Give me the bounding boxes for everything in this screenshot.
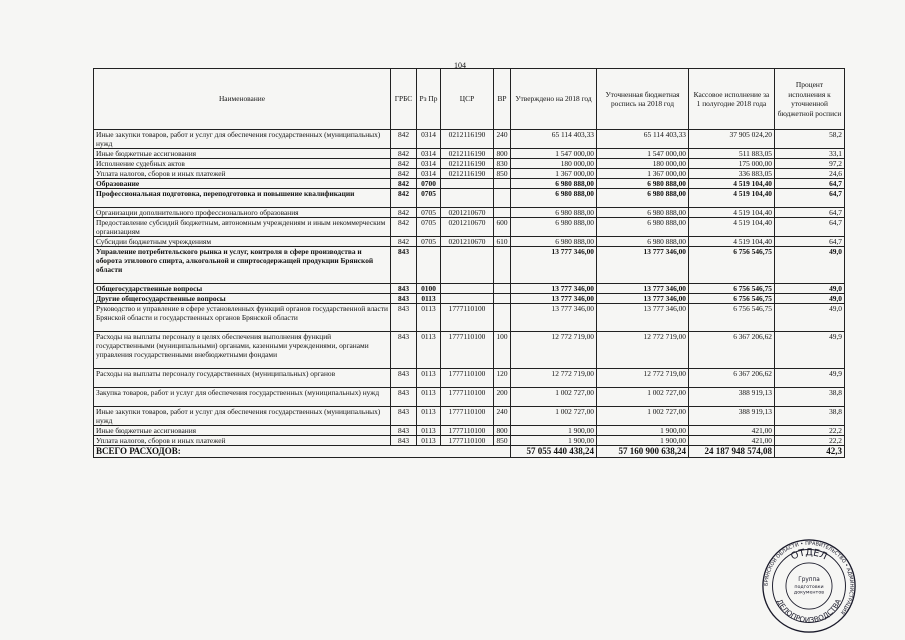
total-row (94, 446, 845, 458)
row-approved: 6 980 888,00 (511, 189, 597, 208)
row-cash: 388 919,13 (689, 407, 775, 426)
row-csr: 1777110100 (441, 436, 494, 446)
page-number: 104 (454, 61, 466, 70)
row-name: Образование (94, 179, 391, 189)
table-row (94, 189, 845, 208)
table-row (94, 247, 845, 284)
row-percent: 64,7 (775, 208, 845, 218)
row-grbs: 843 (391, 284, 417, 294)
row-revised: 6 980 888,00 (597, 208, 689, 218)
row-vr: 100 (494, 332, 511, 369)
row-cash: 6 756 546,75 (689, 294, 775, 304)
table-row (94, 369, 845, 388)
table-row (94, 169, 845, 179)
row-approved: 1 002 727,00 (511, 407, 597, 426)
row-approved: 1 002 727,00 (511, 388, 597, 407)
row-rzpr: 0314 (417, 169, 441, 179)
row-csr: 1777110100 (441, 369, 494, 388)
row-cash: 175 000,00 (689, 159, 775, 169)
row-revised: 6 980 888,00 (597, 218, 689, 237)
row-approved: 180 000,00 (511, 159, 597, 169)
row-csr: 0212116190 (441, 149, 494, 159)
row-revised: 1 367 000,00 (597, 169, 689, 179)
table-row (94, 388, 845, 407)
total-percent: 42,3 (775, 446, 845, 458)
row-percent: 64,7 (775, 179, 845, 189)
row-grbs: 842 (391, 208, 417, 218)
row-approved: 6 980 888,00 (511, 218, 597, 237)
row-percent: 22,2 (775, 426, 845, 436)
header-approved: Утверждено на 2018 год (511, 69, 597, 130)
row-rzpr: 0100 (417, 284, 441, 294)
table-row (94, 218, 845, 237)
row-vr: 120 (494, 369, 511, 388)
row-approved: 13 777 346,00 (511, 284, 597, 294)
row-csr: 0212116190 (441, 159, 494, 169)
stamp-center-line-1: Группа (798, 577, 820, 584)
row-vr (494, 304, 511, 332)
row-grbs: 842 (391, 189, 417, 208)
row-grbs: 843 (391, 247, 417, 284)
row-revised: 6 980 888,00 (597, 237, 689, 247)
row-cash: 4 519 104,40 (689, 179, 775, 189)
row-rzpr: 0705 (417, 237, 441, 247)
stamp-center-line-2: подготовки (794, 584, 824, 590)
row-csr: 1777110100 (441, 304, 494, 332)
row-rzpr: 0700 (417, 179, 441, 189)
row-name: Общегосударственные вопросы (94, 284, 391, 294)
budget-table (93, 68, 845, 458)
row-rzpr: 0113 (417, 294, 441, 304)
row-grbs: 843 (391, 436, 417, 446)
row-cash: 4 519 104,40 (689, 189, 775, 208)
row-name: Расходы на выплаты персоналу в целях обеспечения выполнения функций государственными (муниципальными) органами, казенными учреждениями, органами управления государственными внебюджетными фондами (94, 332, 391, 369)
row-csr: 0212116190 (441, 130, 494, 149)
row-cash: 6 367 206,62 (689, 332, 775, 369)
row-name: Другие общегосударственные вопросы (94, 294, 391, 304)
row-csr: 0212116190 (441, 169, 494, 179)
row-csr (441, 179, 494, 189)
row-csr (441, 247, 494, 284)
row-name: Иные закупки товаров, работ и услуг для обеспечения государственных (муниципальных) нужд (94, 407, 391, 426)
row-percent: 64,7 (775, 237, 845, 247)
row-name: Профессиональная подготовка, переподготовка и повышение квалификации (94, 189, 391, 208)
row-cash: 336 883,05 (689, 169, 775, 179)
row-vr (494, 179, 511, 189)
row-cash: 388 919,13 (689, 388, 775, 407)
row-percent: 49,0 (775, 247, 845, 284)
row-name: Иные бюджетные ассигнования (94, 149, 391, 159)
row-vr (494, 284, 511, 294)
stamp-outer-text: БРЯНСКОЙ ОБЛАСТИ • ПРАВИТЕЛЬСТВО • АДМИНИСТРАЦИЯ (763, 540, 855, 616)
row-percent: 38,8 (775, 407, 845, 426)
row-cash: 421,00 (689, 426, 775, 436)
row-rzpr: 0113 (417, 407, 441, 426)
table-row (94, 208, 845, 218)
row-percent: 64,7 (775, 218, 845, 237)
row-name: Расходы на выплаты персоналу государственных (муниципальных) органов (94, 369, 391, 388)
row-rzpr: 0705 (417, 208, 441, 218)
row-vr (494, 189, 511, 208)
row-name: Организации дополнительного профессионального образования (94, 208, 391, 218)
row-approved: 1 547 000,00 (511, 149, 597, 159)
stamp-ring-bottom: ДЕЛОПРОИЗВОДСТВА (774, 597, 843, 625)
row-percent: 22,2 (775, 436, 845, 446)
row-revised: 6 980 888,00 (597, 179, 689, 189)
row-grbs: 842 (391, 179, 417, 189)
department-stamp (761, 538, 857, 634)
row-cash: 6 756 546,75 (689, 304, 775, 332)
table-row (94, 294, 845, 304)
row-vr (494, 208, 511, 218)
table-row (94, 304, 845, 332)
row-name: Закупка товаров, работ и услуг для обеспечения государственных (муниципальных) нужд (94, 388, 391, 407)
row-name: Иные бюджетные ассигнования (94, 426, 391, 436)
row-vr: 240 (494, 130, 511, 149)
row-approved: 1 900,00 (511, 426, 597, 436)
row-vr: 800 (494, 426, 511, 436)
row-percent: 33,1 (775, 149, 845, 159)
row-cash: 4 519 104,40 (689, 218, 775, 237)
row-cash: 421,00 (689, 436, 775, 446)
row-vr: 850 (494, 169, 511, 179)
row-grbs: 843 (391, 304, 417, 332)
table-body (94, 130, 845, 458)
header-name: Наименование (94, 69, 391, 130)
header-grbs: ГРБС (391, 69, 417, 130)
row-revised: 65 114 403,33 (597, 130, 689, 149)
row-cash: 4 519 104,40 (689, 237, 775, 247)
row-percent: 64,7 (775, 189, 845, 208)
table-row (94, 332, 845, 369)
row-revised: 12 772 719,00 (597, 332, 689, 369)
row-grbs: 842 (391, 169, 417, 179)
row-grbs: 843 (391, 369, 417, 388)
row-rzpr: 0113 (417, 332, 441, 369)
row-csr (441, 284, 494, 294)
row-csr: 1777110100 (441, 332, 494, 369)
row-revised: 180 000,00 (597, 159, 689, 169)
total-approved: 57 055 440 438,24 (511, 446, 597, 458)
row-cash: 6 756 546,75 (689, 247, 775, 284)
row-grbs: 843 (391, 332, 417, 369)
row-grbs: 843 (391, 294, 417, 304)
row-vr: 850 (494, 436, 511, 446)
row-revised: 12 772 719,00 (597, 369, 689, 388)
row-csr: 1777110100 (441, 388, 494, 407)
row-revised: 6 980 888,00 (597, 189, 689, 208)
row-name: Субсидии бюджетным учреждениям (94, 237, 391, 247)
row-revised: 13 777 346,00 (597, 284, 689, 294)
row-csr: 1777110100 (441, 407, 494, 426)
row-rzpr: 0314 (417, 149, 441, 159)
row-rzpr: 0113 (417, 426, 441, 436)
row-percent: 97,2 (775, 159, 845, 169)
row-revised: 13 777 346,00 (597, 304, 689, 332)
table-row (94, 130, 845, 149)
row-csr: 1777110100 (441, 426, 494, 436)
row-revised: 13 777 346,00 (597, 247, 689, 284)
row-approved: 1 900,00 (511, 436, 597, 446)
row-rzpr: 0705 (417, 218, 441, 237)
row-cash: 4 519 104,40 (689, 208, 775, 218)
row-rzpr: 0113 (417, 436, 441, 446)
row-csr: 0201210670 (441, 208, 494, 218)
row-revised: 1 002 727,00 (597, 407, 689, 426)
row-percent: 58,2 (775, 130, 845, 149)
row-name: Управление потребительского рынка и услуг, контроля в сфере производства и оборота этилового спирта, алкогольной и спиртосодержащей продукции Брянской области (94, 247, 391, 284)
row-grbs: 842 (391, 130, 417, 149)
row-revised: 1 900,00 (597, 436, 689, 446)
row-grbs: 843 (391, 426, 417, 436)
row-percent: 49,0 (775, 304, 845, 332)
row-percent: 49,9 (775, 332, 845, 369)
row-vr (494, 247, 511, 284)
total-cash: 24 187 948 574,08 (689, 446, 775, 458)
row-rzpr: 0314 (417, 130, 441, 149)
header-rzpr: Рз Пр (417, 69, 441, 130)
row-approved: 13 777 346,00 (511, 294, 597, 304)
row-vr: 830 (494, 159, 511, 169)
row-percent: 49,9 (775, 369, 845, 388)
row-grbs: 843 (391, 407, 417, 426)
row-approved: 12 772 719,00 (511, 369, 597, 388)
header-percent: Процент исполнения к уточненной бюджетной росписи (775, 69, 845, 130)
row-approved: 65 114 403,33 (511, 130, 597, 149)
row-csr (441, 294, 494, 304)
row-csr (441, 189, 494, 208)
header-csr: ЦСР (441, 69, 494, 130)
row-cash: 511 883,05 (689, 149, 775, 159)
table-row (94, 436, 845, 446)
row-rzpr: 0113 (417, 369, 441, 388)
row-name: Уплата налогов, сборов и иных платежей (94, 436, 391, 446)
total-label: ВСЕГО РАСХОДОВ: (94, 446, 511, 458)
row-revised: 1 547 000,00 (597, 149, 689, 159)
row-cash: 6 756 546,75 (689, 284, 775, 294)
row-vr: 610 (494, 237, 511, 247)
row-rzpr: 0113 (417, 388, 441, 407)
row-grbs: 842 (391, 237, 417, 247)
total-revised: 57 160 900 638,24 (597, 446, 689, 458)
row-rzpr: 0314 (417, 159, 441, 169)
row-approved: 13 777 346,00 (511, 304, 597, 332)
row-grbs: 843 (391, 388, 417, 407)
header-revised: Уточненная бюджетная роспись на 2018 год (597, 69, 689, 130)
row-approved: 6 980 888,00 (511, 179, 597, 189)
row-cash: 37 905 024,20 (689, 130, 775, 149)
row-cash: 6 367 206,62 (689, 369, 775, 388)
row-rzpr: 0113 (417, 304, 441, 332)
row-percent: 49,0 (775, 284, 845, 294)
row-grbs: 842 (391, 218, 417, 237)
row-revised: 13 777 346,00 (597, 294, 689, 304)
row-approved: 6 980 888,00 (511, 208, 597, 218)
row-grbs: 842 (391, 149, 417, 159)
row-grbs: 842 (391, 159, 417, 169)
row-vr: 800 (494, 149, 511, 159)
row-approved: 13 777 346,00 (511, 247, 597, 284)
row-percent: 38,8 (775, 388, 845, 407)
row-revised: 1 002 727,00 (597, 388, 689, 407)
table-row (94, 407, 845, 426)
row-vr: 600 (494, 218, 511, 237)
row-rzpr: 0705 (417, 189, 441, 208)
row-name: Уплата налогов, сборов и иных платежей (94, 169, 391, 179)
row-rzpr (417, 247, 441, 284)
table-row (94, 159, 845, 169)
stamp-center-line-3: документов (793, 590, 825, 596)
row-csr: 0201210670 (441, 237, 494, 247)
row-percent: 24,6 (775, 169, 845, 179)
row-percent: 49,0 (775, 294, 845, 304)
row-name: Руководство и управление в сфере установленных функций органов государственной власти Брянской области и государственных органов Брянской области (94, 304, 391, 332)
table-header-row (94, 69, 845, 130)
row-name: Иные закупки товаров, работ и услуг для обеспечения государственных (муниципальных) нужд (94, 130, 391, 149)
stamp-ring-top: ОТДЕЛ (789, 547, 829, 563)
row-vr: 240 (494, 407, 511, 426)
row-vr (494, 294, 511, 304)
row-vr: 200 (494, 388, 511, 407)
row-approved: 12 772 719,00 (511, 332, 597, 369)
table-row (94, 426, 845, 436)
row-csr: 0201210670 (441, 218, 494, 237)
row-revised: 1 900,00 (597, 426, 689, 436)
row-approved: 1 367 000,00 (511, 169, 597, 179)
header-cash: Кассовое исполнение за 1 полугодие 2018 года (689, 69, 775, 130)
table-row (94, 237, 845, 247)
table-row (94, 179, 845, 189)
row-name: Исполнение судебных актов (94, 159, 391, 169)
row-name: Предоставление субсидий бюджетным, автономным учреждениям и иным некоммерческим организациям (94, 218, 391, 237)
table-row (94, 149, 845, 159)
header-vr: ВР (494, 69, 511, 130)
row-approved: 6 980 888,00 (511, 237, 597, 247)
table-row (94, 284, 845, 294)
